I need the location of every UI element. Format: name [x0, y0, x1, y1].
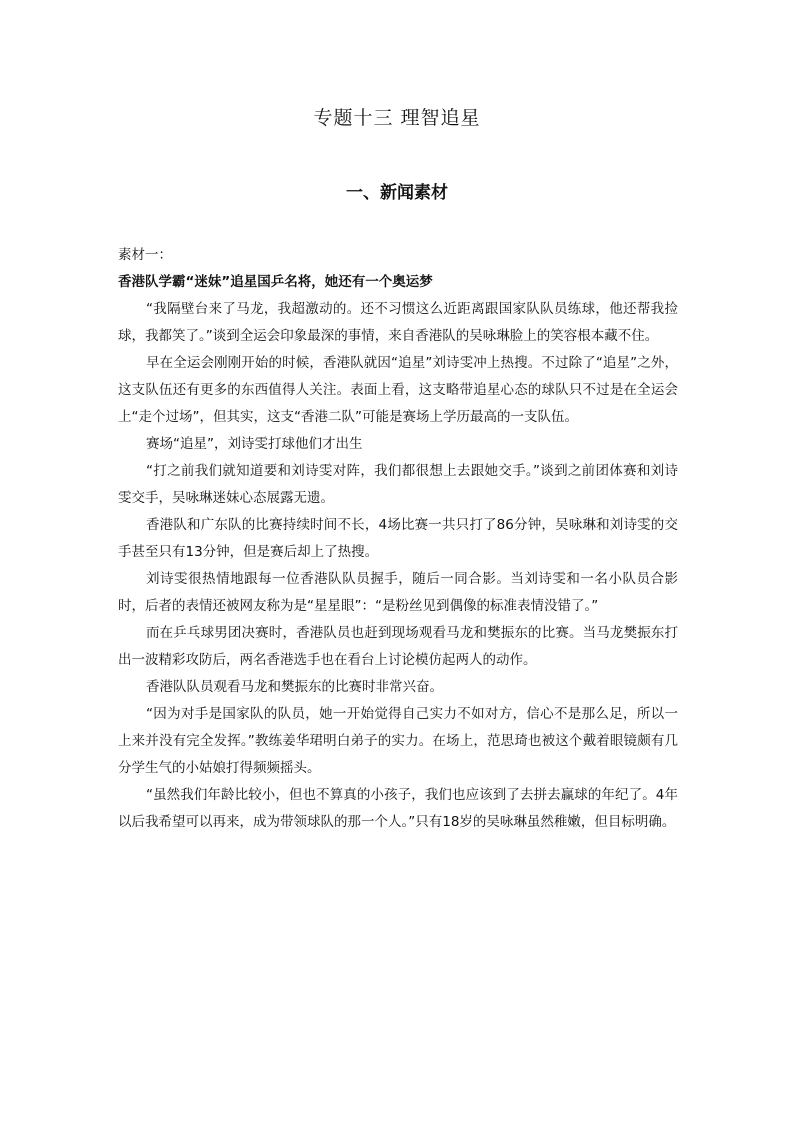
page-title: 专题十三 理智追星 — [313, 107, 481, 129]
paragraph: “我隔壁台来了马龙，我超激动的。还不习惯这么近距离跟国家队队员练球，他还帮我捡球，我都笑了。”谈到全运会印象最深的事情，来自香港队的吴咏琳脸上的笑容根本藏不住。 — [118, 301, 678, 344]
paragraph: 而在乒乓球男团决赛时，香港队员也赶到现场观看马龙和樊振东的比赛。当马龙樊振东打出一波精彩攻防后，两名香港选手也在看台上讨论模仿起两人的动作。 — [118, 625, 678, 668]
caption-paragraph: 香港队队员观看马龙和樊振东的比赛时非常兴奋。 — [146, 679, 443, 695]
material-label: 素材一： — [118, 247, 172, 263]
paragraph: “因为对手是国家队的队员，她一开始觉得自己实力不如对方，信心不是那么足，所以一上来并没有完全发挥。”教练姜华珺明白弟子的实力。在场上，范思琦也被这个戴着眼镜颇有几分学生气的小姑娘打得频频摇头。 — [118, 706, 678, 776]
paragraph: 刘诗雯很热情地跟每一位香港队队员握手，随后一同合影。当刘诗雯和一名小队员合影时，后者的表情还被网友称为是“星星眼”：“是粉丝见到偶像的标准表情没错了。” — [118, 571, 678, 614]
subheading-paragraph: 赛场“追星”，刘诗雯打球他们才出生 — [146, 436, 363, 452]
paragraph: “虽然我们年龄比较小，但也不算真的小孩子，我们也应该到了去拼去赢球的年纪了。4年以后我希望可以再来，成为带领球队的那一个人。”只有18岁的吴咏琳虽然稚嫩，但目标明确。 — [118, 787, 678, 830]
paragraph: “打之前我们就知道要和刘诗雯对阵，我们都很想上去跟她交手。”谈到之前团体赛和刘诗雯交手，吴咏琳迷妹心态展露无遗。 — [118, 463, 678, 506]
article-body — [118, 242, 678, 836]
section-heading: 一、新闻素材 — [346, 183, 448, 203]
paragraph: 早在全运会刚刚开始的时候，香港队就因“追星”刘诗雯冲上热搜。不过除了“追星”之外，这支队伍还有更多的东西值得人关注。表面上看，这支略带追星心态的球队只不过是在全运会上“走个过场”，但其实，这支“香港二队”可能是赛场上学历最高的一支队伍。 — [118, 355, 678, 425]
article-headline: 香港队学霸“迷妹”追星国乒名将，她还有一个奥运梦 — [118, 274, 433, 290]
paragraph: 香港队和广东队的比赛持续时间不长，4场比赛一共只打了86分钟，吴咏琳和刘诗雯的交手甚至只有13分钟，但是赛后却上了热搜。 — [118, 517, 678, 560]
